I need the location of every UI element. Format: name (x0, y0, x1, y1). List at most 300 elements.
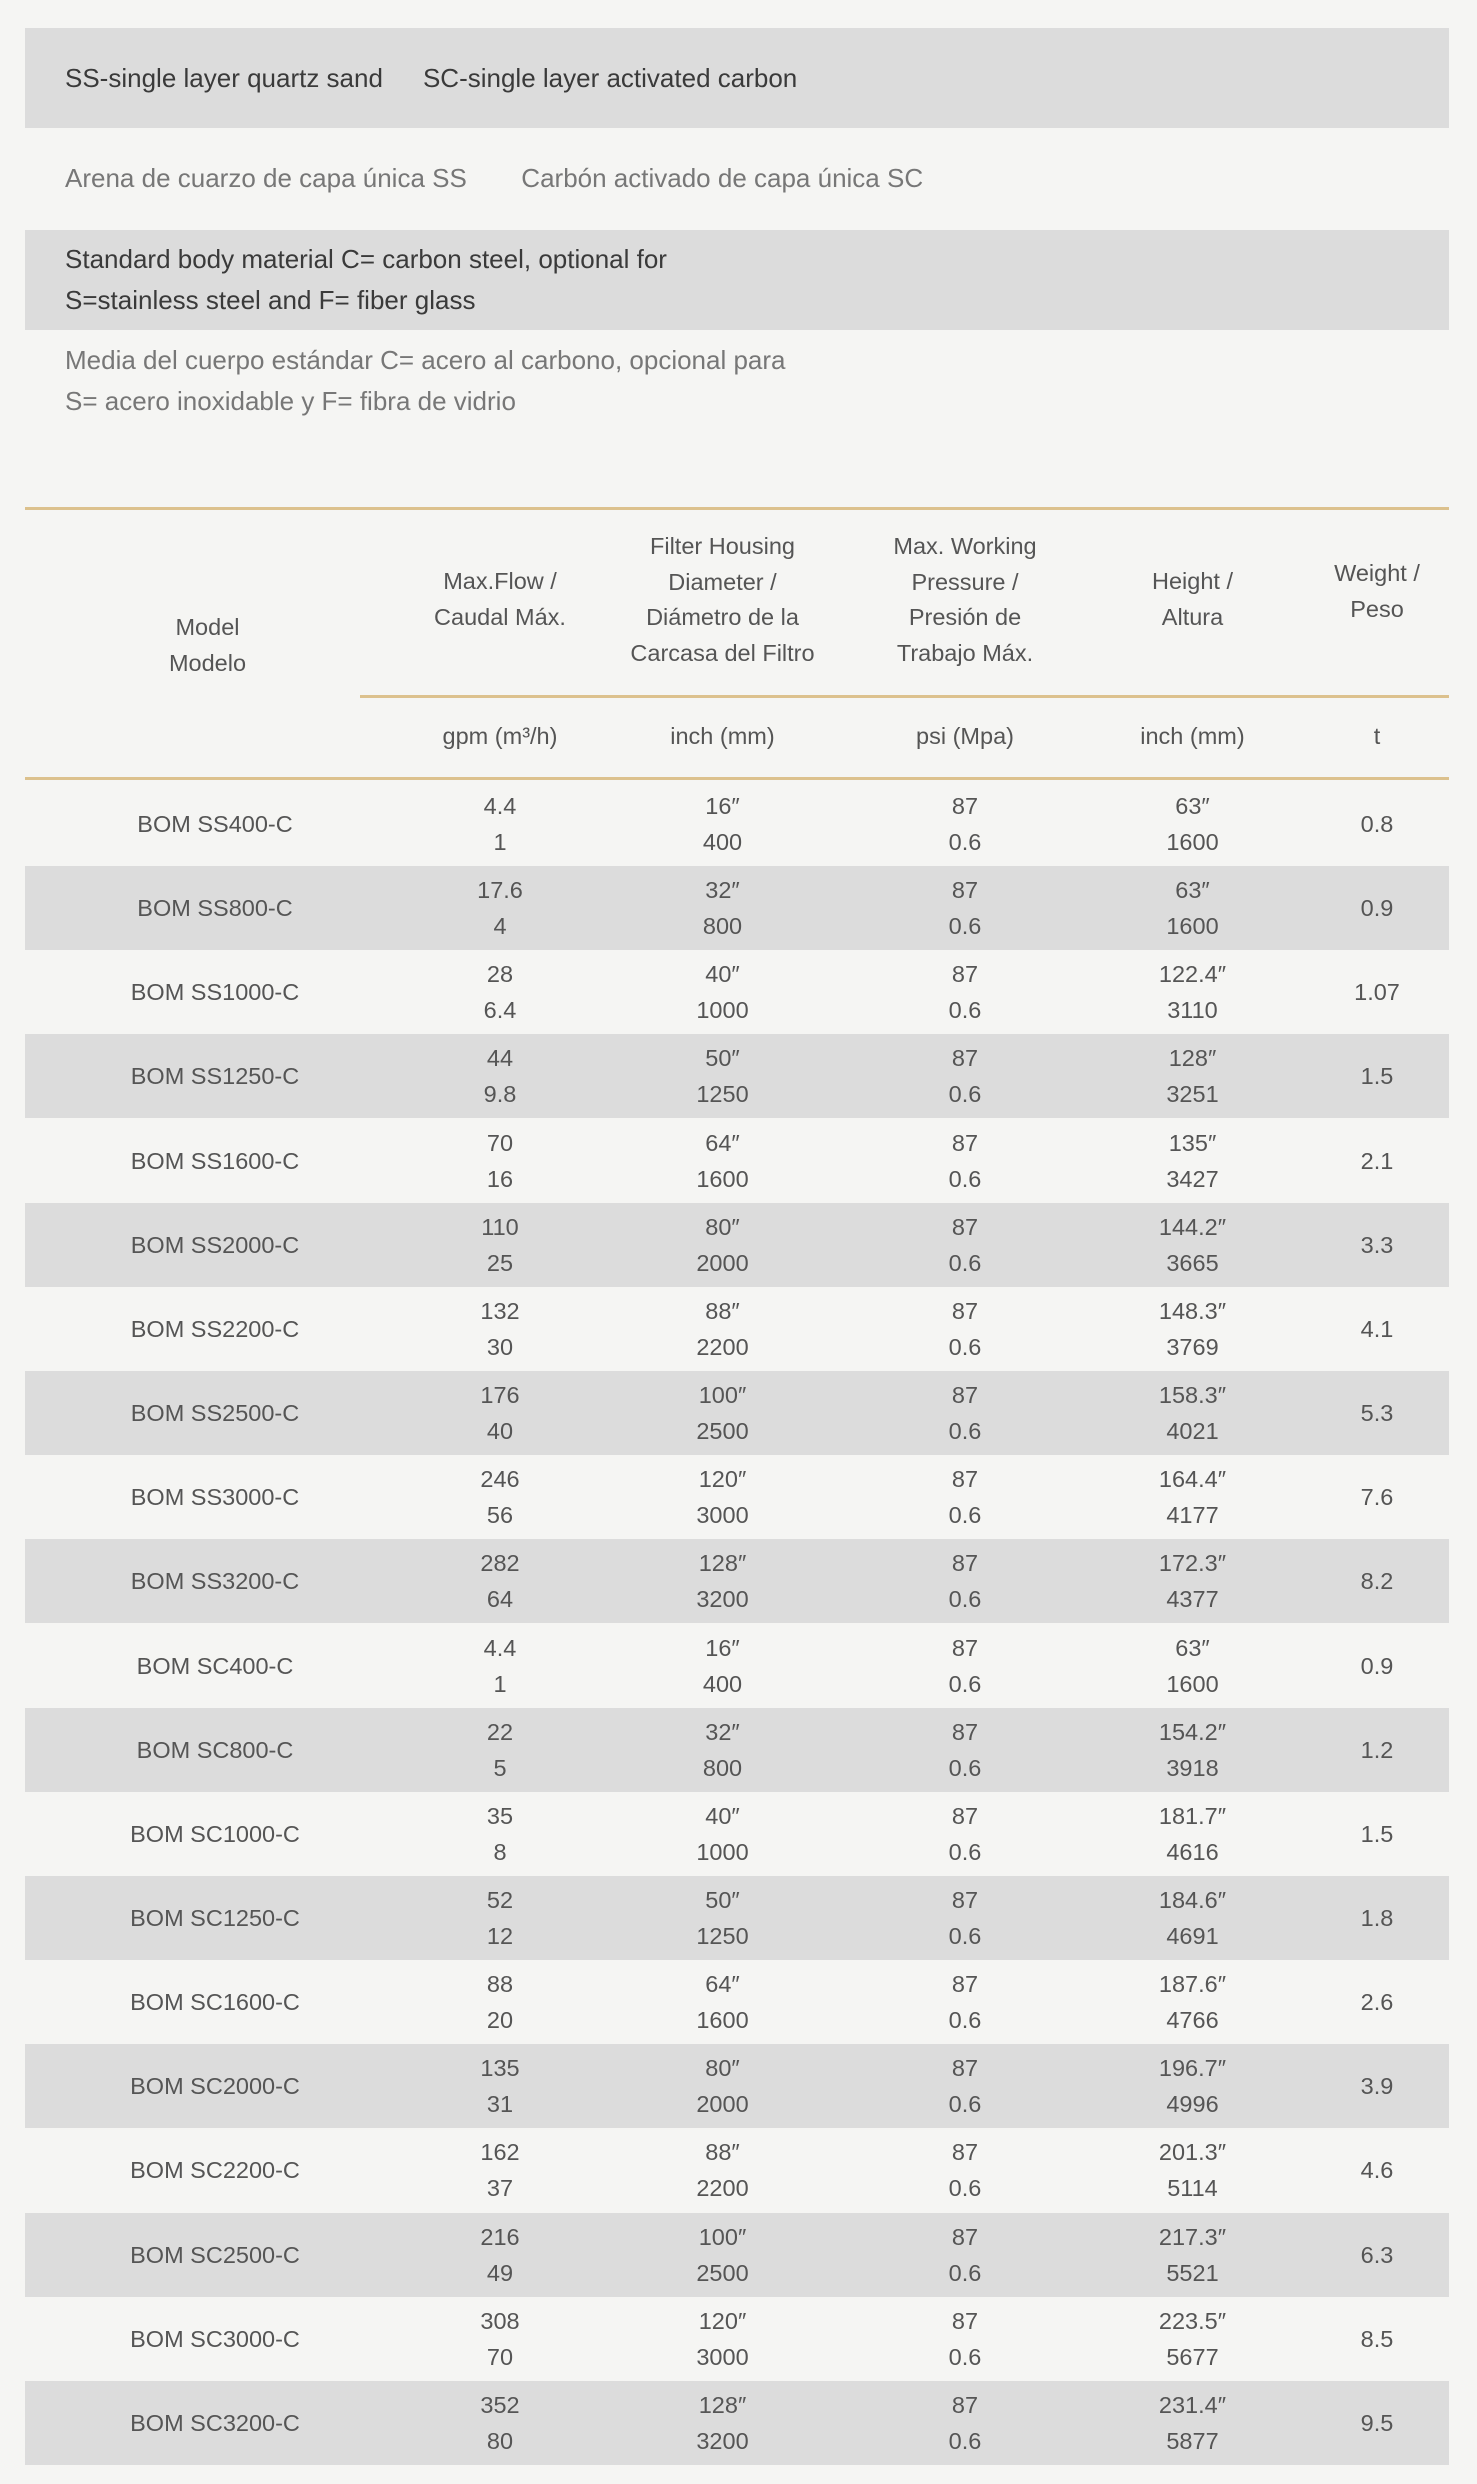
height-cell (1080, 1203, 1305, 1287)
height-cell (1080, 1624, 1305, 1708)
flow-cell (405, 1119, 595, 1203)
pressure-cell (850, 2297, 1080, 2381)
flow-cell-value: 88 (486, 1971, 514, 1998)
model-cell (25, 1034, 405, 1118)
height-cell-value: 63″ (1175, 1634, 1210, 1661)
model-cell-value: BOM SC400-C (136, 1652, 294, 1679)
table-row (25, 866, 1449, 950)
flow-cell-value: 1 (493, 1670, 507, 1697)
diameter-cell-value: 88″ (705, 1297, 740, 1324)
height-cell (1080, 866, 1305, 950)
diameter-cell (595, 1034, 850, 1118)
height-cell (1080, 1287, 1305, 1371)
height-cell-value: 63″ (1175, 877, 1210, 904)
pressure-cell (850, 1960, 1080, 2044)
model-cell (25, 2297, 405, 2381)
pressure-cell-value: 87 (951, 961, 979, 988)
model-cell (25, 1203, 405, 1287)
height-cell-value: 4377 (1166, 1586, 1219, 1613)
diameter-cell (595, 950, 850, 1034)
diameter-cell (595, 1624, 850, 1708)
pressure-cell (850, 866, 1080, 950)
weight-cell (1305, 1876, 1449, 1960)
model-cell (25, 1876, 405, 1960)
height-cell (1080, 1792, 1305, 1876)
unit-flow: gpm (m³/h) (442, 723, 558, 749)
model-cell (25, 1287, 405, 1371)
table-row (25, 1624, 1449, 1708)
model-cell-value: BOM SC3200-C (130, 2409, 300, 2436)
header-max-pressure: Max. Working Pressure / Presión de Trabajo Máx. (893, 533, 1037, 666)
weight-cell (1305, 2128, 1449, 2212)
height-cell (1080, 1876, 1305, 1960)
pressure-cell-value: 0.6 (948, 1418, 982, 1445)
pressure-cell-value: 0.6 (948, 2007, 982, 2034)
flow-cell (405, 1371, 595, 1455)
pressure-cell-value: 0.6 (948, 1165, 982, 1192)
diameter-cell-value: 80″ (705, 1213, 740, 1240)
model-cell (25, 2213, 405, 2297)
model-cell-value: BOM SS400-C (137, 811, 293, 837)
height-cell-value: 5677 (1166, 2343, 1219, 2370)
body-material-band (25, 230, 1449, 330)
height-cell (1080, 1119, 1305, 1203)
height-cell (1080, 1708, 1305, 1792)
header-model: Model Modelo (168, 614, 247, 676)
model-cell (25, 1539, 405, 1623)
flow-cell-value: 110 (481, 1213, 519, 1240)
header-height: Height / Altura (1152, 568, 1233, 630)
model-cell-value: BOM SS3000-C (130, 1484, 300, 1511)
model-cell (25, 2381, 405, 2465)
flow-cell-value: 4.4 (483, 1634, 517, 1661)
media-legend-spanish (65, 158, 923, 199)
sc-media-note-es: Carbón activado de capa única SC (521, 163, 924, 193)
diameter-cell-value: 120″ (698, 1466, 747, 1493)
diameter-cell-value: 2200 (696, 1333, 749, 1360)
sc-media-note: SC-single layer activated carbon (422, 62, 798, 93)
table-row (25, 1287, 1449, 1371)
diameter-cell-value: 1600 (696, 2007, 749, 2034)
diameter-cell (595, 1708, 850, 1792)
flow-cell (405, 866, 595, 950)
diameter-cell (595, 1539, 850, 1623)
header-weight: Weight / Peso (1334, 560, 1420, 622)
pressure-cell (850, 950, 1080, 1034)
ss-media-note: SS-single layer quartz sand (65, 62, 383, 93)
table-row (25, 1119, 1449, 1203)
pressure-cell (850, 1539, 1080, 1623)
model-cell (25, 1371, 405, 1455)
pressure-cell-value: 87 (951, 2055, 979, 2082)
weight-cell-value: 3.3 (1360, 1231, 1394, 1258)
unit-height: inch (mm) (1140, 723, 1245, 749)
height-cell-value: 217.3″ (1158, 2223, 1227, 2250)
flow-cell (405, 2297, 595, 2381)
height-cell-value: 3769 (1166, 1333, 1219, 1360)
flow-cell (405, 782, 595, 866)
height-cell-value: 4616 (1166, 1838, 1219, 1865)
pressure-cell (850, 1708, 1080, 1792)
height-cell-value: 164.4″ (1158, 1466, 1227, 1493)
pressure-cell-value: 0.6 (948, 2259, 982, 2286)
height-cell (1080, 2213, 1305, 2297)
model-cell-value: BOM SC2000-C (130, 2073, 300, 2100)
model-cell-value: BOM SC1600-C (130, 1989, 300, 2016)
pressure-cell-value: 0.6 (948, 1502, 982, 1529)
pressure-cell-value: 0.6 (948, 1586, 982, 1613)
weight-cell (1305, 1455, 1449, 1539)
model-cell-value: BOM SS2000-C (130, 1231, 300, 1258)
model-cell-value: BOM SC800-C (136, 1736, 294, 1763)
weight-cell (1305, 1371, 1449, 1455)
pressure-cell-value: 87 (951, 1213, 979, 1240)
body-material-note-es-line1: Media del cuerpo estándar C= acero al carbono, opcional para (65, 345, 786, 375)
height-cell (1080, 2381, 1305, 2465)
height-cell-value: 3918 (1166, 1754, 1219, 1781)
table-row (25, 950, 1449, 1034)
height-cell (1080, 1455, 1305, 1539)
flow-cell (405, 950, 595, 1034)
height-cell-value: 5521 (1166, 2259, 1219, 2286)
diameter-cell-value: 32″ (705, 877, 740, 904)
flow-cell (405, 1203, 595, 1287)
height-cell-value: 184.6″ (1158, 1886, 1227, 1913)
flow-cell-value: 4 (493, 913, 507, 940)
body-material-note-line1: Standard body material C= carbon steel, optional for (65, 244, 667, 274)
flow-cell-value: 135 (480, 2055, 520, 2082)
flow-cell-value: 1 (493, 829, 507, 855)
weight-cell-value: 1.8 (1360, 1904, 1394, 1931)
flow-cell-value: 44 (486, 1045, 514, 1072)
flow-cell-value: 70 (486, 1129, 514, 1156)
diameter-cell-value: 1000 (696, 997, 749, 1024)
table-row (25, 1876, 1449, 1960)
media-legend-band (25, 28, 1449, 128)
flow-cell-value: 31 (486, 2091, 514, 2118)
pressure-cell (850, 782, 1080, 866)
diameter-cell-value: 800 (702, 1754, 743, 1781)
weight-cell (1305, 866, 1449, 950)
flow-cell (405, 1960, 595, 2044)
height-cell (1080, 1034, 1305, 1118)
diameter-cell (595, 2297, 850, 2381)
diameter-cell-value: 2200 (696, 2175, 749, 2202)
diameter-cell (595, 1455, 850, 1539)
pressure-cell (850, 2381, 1080, 2465)
pressure-cell-value: 87 (951, 1045, 979, 1072)
diameter-cell (595, 866, 850, 950)
weight-cell-value: 1.5 (1360, 1063, 1394, 1090)
height-cell-value: 4996 (1166, 2091, 1219, 2118)
height-cell-value: 223.5″ (1158, 2307, 1227, 2334)
flow-cell-value: 28 (486, 961, 514, 988)
height-cell-value: 3665 (1166, 1249, 1219, 1276)
diameter-cell (595, 1287, 850, 1371)
height-cell-value: 187.6″ (1158, 1971, 1227, 1998)
pressure-cell (850, 1624, 1080, 1708)
diameter-cell-value: 1000 (696, 1838, 749, 1865)
weight-cell-value: 2.6 (1360, 1989, 1394, 2016)
pressure-cell (850, 2044, 1080, 2128)
table-row (25, 1371, 1449, 1455)
diameter-cell-value: 2000 (696, 2091, 749, 2118)
diameter-cell-value: 32″ (705, 1718, 740, 1745)
pressure-cell-value: 87 (951, 1971, 979, 1998)
weight-cell-value: 7.6 (1360, 1484, 1394, 1511)
ss-media-note-es: Arena de cuarzo de capa única SS (65, 163, 467, 193)
height-cell-value: 158.3″ (1158, 1382, 1227, 1409)
flow-cell (405, 1708, 595, 1792)
pressure-cell-value: 0.6 (948, 2343, 982, 2370)
weight-cell-value: 9.5 (1360, 2409, 1394, 2436)
pressure-cell-value: 87 (951, 1466, 979, 1493)
flow-cell-value: 4.4 (483, 793, 517, 819)
weight-cell (1305, 1539, 1449, 1623)
model-cell (25, 2044, 405, 2128)
unit-diameter: inch (mm) (670, 723, 775, 749)
flow-cell-value: 282 (480, 1550, 520, 1577)
diameter-cell-value: 1600 (696, 1165, 749, 1192)
flow-cell (405, 2213, 595, 2297)
height-cell-value: 3110 (1167, 997, 1218, 1024)
weight-cell (1305, 2381, 1449, 2465)
pressure-cell-value: 87 (951, 1382, 979, 1409)
weight-cell-value: 2.1 (1360, 1147, 1394, 1174)
height-cell-value: 128″ (1168, 1045, 1217, 1072)
weight-cell-value: 0.8 (1360, 811, 1394, 837)
height-cell-value: 1600 (1166, 1670, 1219, 1697)
weight-cell (1305, 2213, 1449, 2297)
table-row (25, 1203, 1449, 1287)
height-cell-value: 3427 (1166, 1165, 1219, 1192)
diameter-cell-value: 100″ (698, 1382, 747, 1409)
height-cell-value: 4766 (1166, 2007, 1219, 2034)
diameter-cell-value: 1250 (696, 1081, 749, 1108)
flow-cell-value: 246 (480, 1466, 520, 1493)
table-row (25, 2128, 1449, 2212)
flow-cell-value: 30 (486, 1333, 514, 1360)
weight-cell (1305, 1034, 1449, 1118)
diameter-cell-value: 3200 (696, 2427, 749, 2454)
flow-cell (405, 1876, 595, 1960)
weight-cell-value: 4.6 (1360, 2157, 1394, 2184)
pressure-cell-value: 87 (951, 1550, 979, 1577)
weight-cell-value: 4.1 (1360, 1315, 1394, 1342)
pressure-cell-value: 87 (951, 1802, 979, 1829)
height-cell-value: 1600 (1166, 913, 1219, 940)
height-cell-value: 5114 (1167, 2175, 1218, 2202)
diameter-cell (595, 2381, 850, 2465)
diameter-cell-value: 128″ (698, 2391, 747, 2418)
model-cell (25, 866, 405, 950)
flow-cell-value: 9.8 (483, 1081, 517, 1108)
height-cell-value: 1600 (1166, 829, 1219, 855)
pressure-cell-value: 87 (951, 2391, 979, 2418)
diameter-cell-value: 400 (702, 829, 743, 855)
pressure-cell-value: 0.6 (948, 1333, 982, 1360)
height-cell-value: 181.7″ (1158, 1802, 1227, 1829)
weight-cell (1305, 1287, 1449, 1371)
flow-cell-value: 20 (486, 2007, 514, 2034)
diameter-cell-value: 3000 (696, 2343, 749, 2370)
height-cell-value: 148.3″ (1158, 1297, 1227, 1324)
table-row (25, 1708, 1449, 1792)
flow-cell (405, 2381, 595, 2465)
flow-cell (405, 1034, 595, 1118)
pressure-cell (850, 1876, 1080, 1960)
height-cell-value: 196.7″ (1158, 2055, 1227, 2082)
flow-cell-value: 52 (486, 1886, 514, 1913)
diameter-cell-value: 3000 (696, 1502, 749, 1529)
table-row (25, 1539, 1449, 1623)
table-row (25, 1792, 1449, 1876)
diameter-cell (595, 1960, 850, 2044)
flow-cell-value: 22 (486, 1718, 514, 1745)
diameter-cell-value: 16″ (705, 1634, 740, 1661)
height-cell (1080, 2044, 1305, 2128)
height-cell (1080, 2128, 1305, 2212)
model-cell (25, 950, 405, 1034)
pressure-cell-value: 87 (951, 1297, 979, 1324)
pressure-cell-value: 0.6 (948, 2175, 982, 2202)
diameter-cell (595, 1876, 850, 1960)
weight-cell (1305, 1624, 1449, 1708)
diameter-cell (595, 2128, 850, 2212)
model-cell-value: BOM SS3200-C (130, 1568, 300, 1595)
weight-cell-value: 5.3 (1360, 1400, 1394, 1427)
model-cell-value: BOM SS1600-C (130, 1147, 300, 1174)
model-cell (25, 1455, 405, 1539)
pressure-cell (850, 1034, 1080, 1118)
diameter-cell (595, 1792, 850, 1876)
height-cell-value: 172.3″ (1158, 1550, 1227, 1577)
model-cell (25, 1792, 405, 1876)
height-cell (1080, 782, 1305, 866)
pressure-cell-value: 0.6 (948, 1838, 982, 1865)
flow-cell-value: 49 (486, 2259, 514, 2286)
model-cell (25, 2128, 405, 2212)
diameter-cell (595, 1371, 850, 1455)
model-cell (25, 1708, 405, 1792)
diameter-cell (595, 1203, 850, 1287)
model-cell (25, 1624, 405, 1708)
pressure-cell (850, 2128, 1080, 2212)
pressure-cell-value: 87 (951, 877, 979, 904)
height-cell-value: 201.3″ (1158, 2139, 1227, 2166)
model-cell-value: BOM SS800-C (137, 895, 293, 922)
pressure-cell-value: 0.6 (948, 1922, 982, 1949)
pressure-cell (850, 1455, 1080, 1539)
weight-cell-value: 1.07 (1354, 979, 1400, 1006)
pressure-cell (850, 1203, 1080, 1287)
height-cell (1080, 1960, 1305, 2044)
flow-cell-value: 70 (486, 2343, 514, 2370)
model-cell (25, 782, 405, 866)
flow-cell (405, 1539, 595, 1623)
table-row (25, 2044, 1449, 2128)
model-cell-value: BOM SC2200-C (130, 2157, 300, 2184)
diameter-cell-value: 40″ (705, 961, 740, 988)
diameter-cell-value: 64″ (705, 1971, 740, 1998)
pressure-cell-value: 87 (951, 1129, 979, 1156)
diameter-cell (595, 2213, 850, 2297)
pressure-cell-value: 0.6 (948, 1670, 982, 1697)
weight-cell (1305, 1792, 1449, 1876)
height-cell (1080, 2297, 1305, 2381)
flow-cell-value: 352 (480, 2391, 520, 2418)
table-row (25, 1455, 1449, 1539)
height-cell-value: 154.2″ (1158, 1718, 1227, 1745)
diameter-cell-value: 80″ (705, 2055, 740, 2082)
table-row (25, 1960, 1449, 2044)
pressure-cell (850, 1792, 1080, 1876)
diameter-cell-value: 40″ (705, 1802, 740, 1829)
flow-cell-value: 216 (480, 2223, 520, 2250)
weight-cell-value: 1.5 (1360, 1820, 1394, 1847)
height-cell-value: 135″ (1168, 1129, 1217, 1156)
height-cell-value: 3251 (1166, 1081, 1219, 1108)
weight-cell-value: 8.2 (1360, 1568, 1394, 1595)
pressure-cell-value: 87 (951, 1718, 979, 1745)
model-cell-value: BOM SC3000-C (130, 2325, 300, 2352)
diameter-cell-value: 120″ (698, 2307, 747, 2334)
weight-cell (1305, 950, 1449, 1034)
diameter-cell-value: 400 (702, 1670, 743, 1697)
weight-cell (1305, 782, 1449, 866)
flow-cell-value: 37 (486, 2175, 514, 2202)
pressure-cell (850, 2213, 1080, 2297)
model-cell (25, 1960, 405, 2044)
flow-cell-value: 308 (480, 2307, 520, 2334)
pressure-cell-value: 87 (951, 2139, 979, 2166)
body-material-note-spanish (65, 340, 786, 422)
table-row (25, 2381, 1449, 2465)
weight-cell-value: 6.3 (1360, 2241, 1394, 2268)
height-cell-value: 5877 (1166, 2427, 1219, 2454)
height-cell-value: 231.4″ (1158, 2391, 1227, 2418)
flow-cell-value: 162 (480, 2139, 520, 2166)
height-cell-value: 4691 (1166, 1922, 1219, 1949)
pressure-cell (850, 1371, 1080, 1455)
body-material-note-line2: S=stainless steel and F= fiber glass (65, 285, 476, 315)
weight-cell-value: 1.2 (1360, 1736, 1394, 1763)
height-cell-value: 144.2″ (1158, 1213, 1227, 1240)
model-cell-value: BOM SS2200-C (130, 1315, 300, 1342)
weight-cell (1305, 1708, 1449, 1792)
weight-cell-value: 0.9 (1360, 1652, 1394, 1679)
pressure-cell-value: 87 (951, 2307, 979, 2334)
diameter-cell-value: 1250 (696, 1922, 749, 1949)
pressure-cell-value: 87 (951, 1886, 979, 1913)
flow-cell-value: 8 (493, 1838, 507, 1865)
flow-cell-value: 5 (493, 1754, 507, 1781)
pressure-cell-value: 0.6 (948, 1754, 982, 1781)
flow-cell (405, 2044, 595, 2128)
model-cell-value: BOM SS1000-C (130, 979, 300, 1006)
pressure-cell-value: 0.6 (948, 829, 982, 855)
weight-cell (1305, 1203, 1449, 1287)
model-cell-value: BOM SS2500-C (130, 1400, 300, 1427)
diameter-cell (595, 2044, 850, 2128)
table-row (25, 782, 1449, 866)
diameter-cell-value: 64″ (705, 1129, 740, 1156)
model-cell (25, 1119, 405, 1203)
flow-cell (405, 2128, 595, 2212)
weight-cell (1305, 1119, 1449, 1203)
diameter-cell-value: 50″ (705, 1045, 740, 1072)
diameter-cell-value: 800 (702, 913, 743, 940)
